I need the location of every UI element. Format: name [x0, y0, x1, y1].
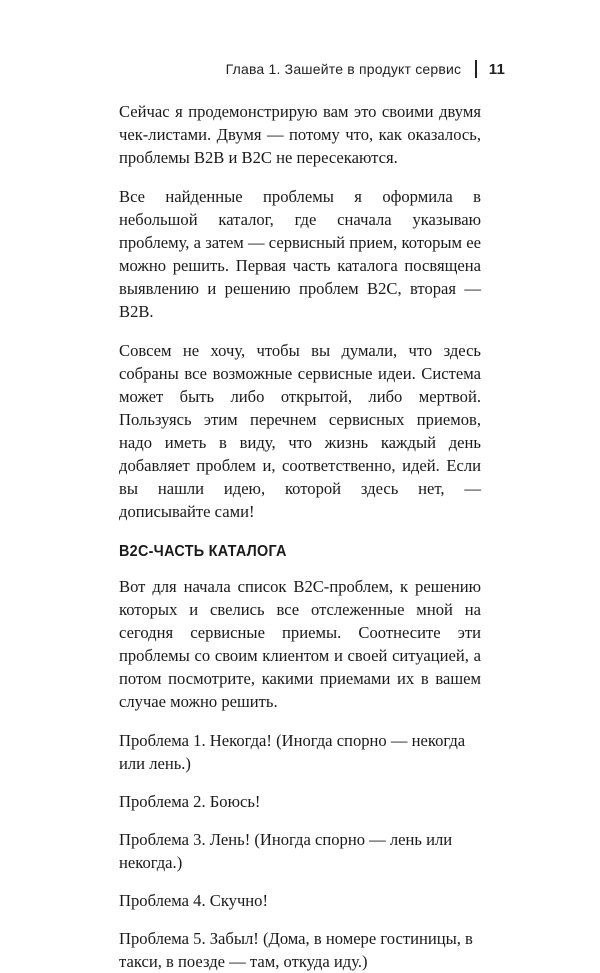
section-intro: Вот для начала список B2C-проблем, к решению которых и свелись все отслеженные мной на сегодня сервисные приемы. Соотнесите эти проблемы со своим клиентом и своей ситуацией, а потом посмотрите, какими приемами их в вашем случае можно решить. [119, 577, 481, 711]
problem-item: Проблема 4. Скучно! [119, 891, 268, 910]
page-body [119, 100, 481, 973]
problem-list [119, 729, 481, 973]
section-heading: B2C-ЧАСТЬ КАТАЛОГА [119, 543, 287, 560]
chapter-title: Глава 1. Зашейте в продукт сервис [225, 61, 462, 77]
problem-item: Проблема 3. Лень! (Иногда спорно — лень или некогда.) [119, 830, 453, 872]
header-divider [475, 60, 477, 78]
paragraph: Сейчас я продемонстрирую вам это своими двумя чек-листами. Двумя — потому что, как оказалось, проблемы B2B и B2C не пересекаются. [119, 102, 481, 167]
problem-item: Проблема 1. Некогда! (Иногда спорно — некогда или лень.) [119, 731, 466, 773]
page-number: 11 [488, 60, 505, 78]
paragraph: Все найденные проблемы я оформила в небольшой каталог, где сначала указываю проблему, а затем — сервисный прием, которым ее можно решить. Первая часть каталога посвящена выявлению и решению проблем B2C, вторая — B2B. [119, 187, 481, 321]
running-header [226, 58, 505, 80]
paragraph: Совсем не хочу, чтобы вы думали, что здесь собраны все возможные сервисные идеи. Система может быть либо открытой, либо мертвой. Пользуясь этим перечнем сервисных приемов, надо иметь в виду, что жизнь каждый день добавляет проблем и, соответственно, идей. Если вы нашли идею, которой здесь нет, — дописывайте сами! [119, 341, 481, 521]
problem-item: Проблема 2. Боюсь! [119, 792, 261, 811]
problem-item: Проблема 5. Забыл! (Дома, в номере гостиницы, в такси, в поезде — там, откуда иду.) [119, 929, 473, 971]
